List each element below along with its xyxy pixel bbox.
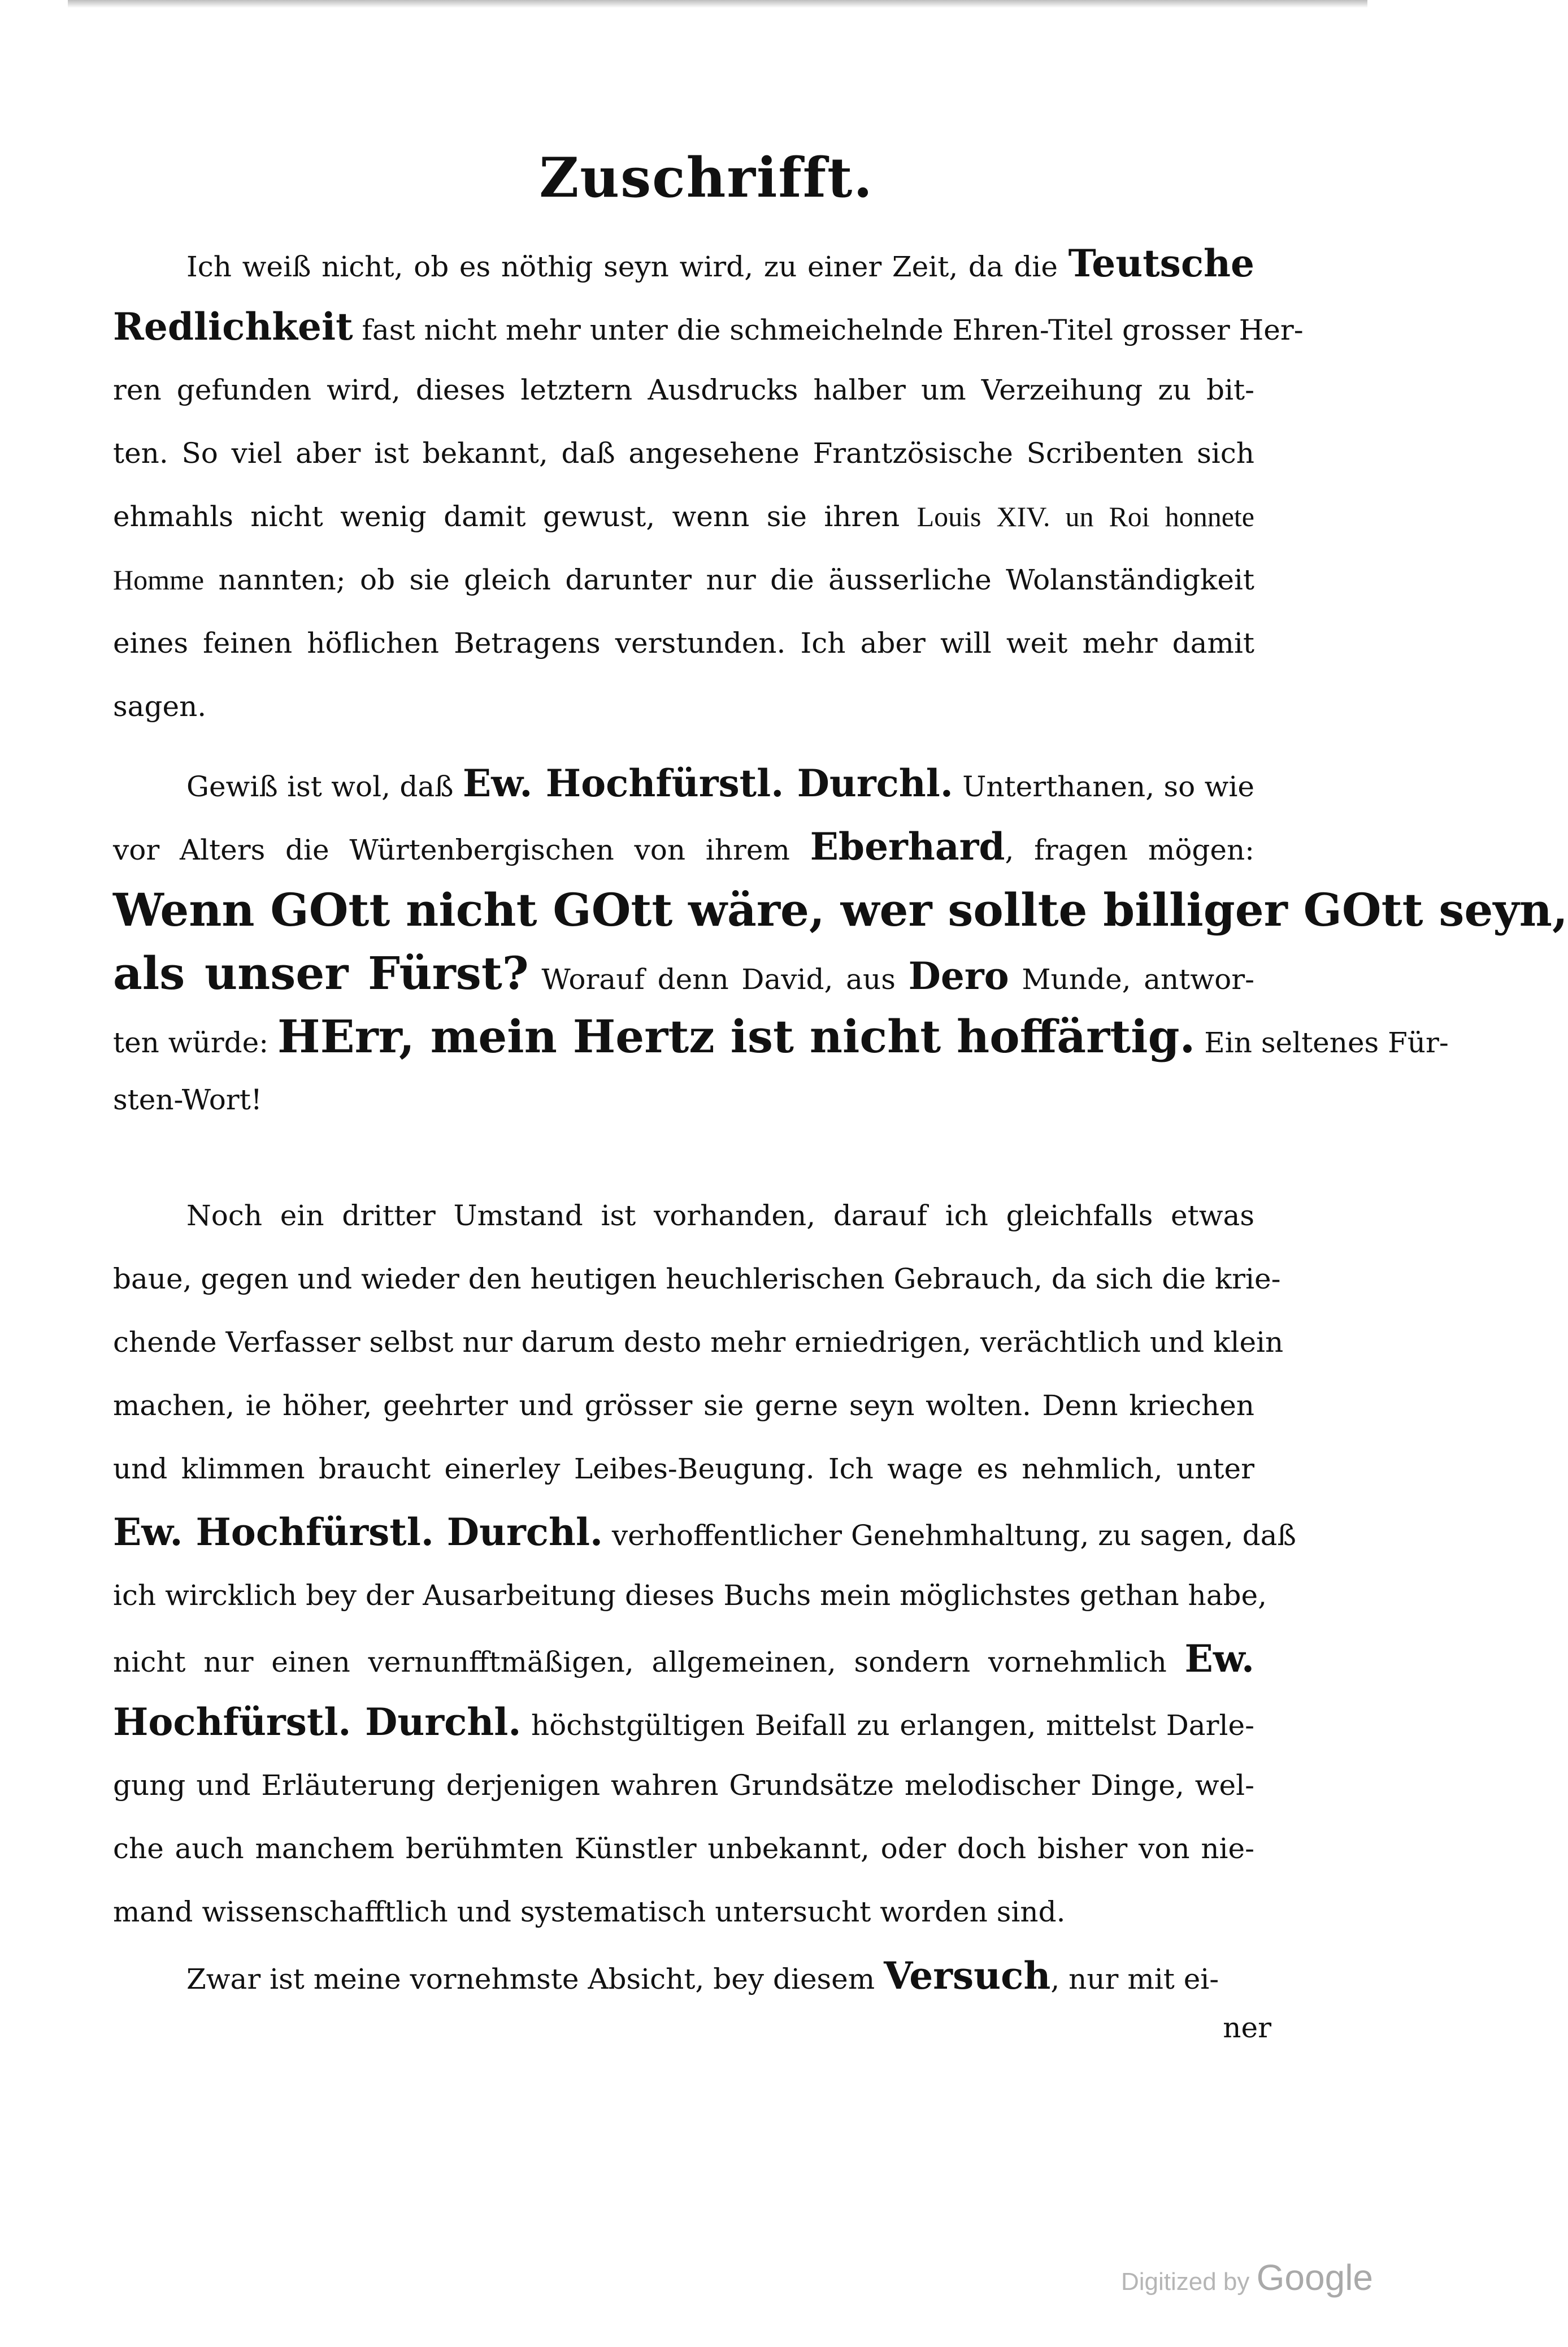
text-line (113, 485, 1254, 548)
text-segment: Gewiß ist wol, daß (186, 770, 463, 803)
text-segment: Ein seltenes Für- (1195, 1026, 1449, 1059)
emphasized-text: Eberhard (810, 825, 1005, 869)
text-segment: mand wissenschafftlich und systematisch untersucht worden sind. (113, 1895, 1066, 1928)
emphasized-text: Versuch (884, 1954, 1051, 1998)
emphasized-text: Ew. Hochfürstl. Durchl. (462, 761, 953, 805)
emphasized-text: Redlichkeit (113, 305, 353, 349)
text-segment: ten. So viel aber ist bekannt, daß angesehene Frantzösische Scribenten sich (113, 437, 1254, 470)
text-segment: und klimmen braucht einerley Leibes-Beugung. Ich wage es nehmlich, unter (113, 1452, 1254, 1485)
text-line (113, 1311, 1284, 1374)
text-line (113, 1627, 1254, 1690)
text-segment: sten-Wort! (113, 1083, 262, 1116)
text-line (113, 358, 1254, 422)
text-line (113, 1564, 1267, 1627)
paragraph-4 (113, 1944, 1254, 2007)
text-line (113, 1247, 1281, 1311)
text-line (113, 1500, 1296, 1564)
text-line (113, 295, 1304, 358)
text-segment: Worauf denn David, aus (528, 963, 909, 996)
text-segment: che auch manchem berühmten Künstler unbekannt, oder doch bisher von nie- (113, 1832, 1254, 1865)
large-emphasized-text: Wenn GOtt nicht GOtt wäre, wer sollte billiger GOtt seyn, (113, 883, 1568, 936)
text-line (113, 422, 1254, 485)
text-segment: chende Verfasser selbst nur darum desto mehr erniedrigen, verächtlich und klein (113, 1326, 1284, 1359)
text-line (113, 1374, 1254, 1437)
page-title: Zuschrifft. (539, 146, 874, 210)
text-line (113, 1184, 1254, 1247)
paragraph-2 (113, 752, 1568, 1131)
text-segment: eines feinen höflichen Betragens verstunden. Ich aber will weit mehr damit (113, 627, 1254, 660)
text-segment: ich wircklich bey der Ausarbeitung dieses Buchs mein möglichstes gethan habe, (113, 1579, 1267, 1612)
text-segment: Unterthanen, so wie (953, 770, 1254, 803)
text-segment: sagen. (113, 690, 207, 723)
text-segment: nicht nur einen vernunfftmäßigen, allgemeinen, sondern vornehmlich (113, 1646, 1185, 1678)
text-segment: Noch ein dritter Umstand ist vorhanden, darauf ich gleichfalls etwas (186, 1199, 1254, 1232)
text-segment: nannten; ob sie gleich darunter nur die äusserliche Wolanständigkeit (204, 563, 1254, 596)
text-line (113, 232, 1254, 295)
large-emphasized-text: HErr, mein Hertz ist nicht hoffärtig. (277, 1010, 1196, 1063)
paragraph-1 (113, 232, 1304, 738)
text-segment: Zwar ist meine vornehmste Absicht, bey diesem (186, 1963, 884, 1995)
catchword: ner (1223, 2011, 1271, 2044)
digitized-watermark (1120, 2257, 1373, 2299)
text-segment: verhoffentlicher Genehmhaltung, zu sagen, daß (603, 1519, 1296, 1552)
text-line (113, 1690, 1254, 1754)
text-segment: baue, gegen und wieder den heutigen heuchlerischen Gebrauch, da sich die krie- (113, 1263, 1281, 1295)
text-line (113, 675, 1254, 738)
text-line (113, 942, 1254, 1005)
watermark-prefix: Digitized by (1120, 2268, 1250, 2296)
emphasized-text: Hochfürstl. Durchl. (113, 1700, 522, 1744)
text-segment: gung und Erläuterung derjenigen wahren Grundsätze melodischer Dinge, wel- (113, 1769, 1254, 1802)
text-line (113, 548, 1254, 611)
paragraph-3 (113, 1184, 1296, 1943)
text-segment: ehmahls nicht wenig damit gewust, wenn sie ihren (113, 500, 917, 533)
text-segment: höchstgültigen Beifall zu erlangen, mittelst Darle- (521, 1709, 1254, 1742)
text-line (113, 815, 1254, 878)
page-top-edge (68, 0, 1367, 8)
large-emphasized-text: als unser Fürst? (113, 947, 529, 1000)
text-line (113, 1754, 1254, 1817)
text-segment: vor Alters die Würtenbergischen von ihrem (113, 834, 810, 866)
text-segment: fast nicht mehr unter die schmeichelnde Ehren-Titel grosser Her- (353, 314, 1304, 346)
text-segment: , nur mit ei- (1050, 1963, 1219, 1995)
text-line (113, 878, 1568, 942)
text-segment: machen, ie höher, geehrter und grösser sie gerne seyn wolten. Denn kriechen (113, 1389, 1254, 1422)
text-line (113, 752, 1254, 815)
text-line (113, 1068, 1254, 1131)
text-line (113, 1944, 1254, 2007)
text-line (113, 1437, 1254, 1500)
emphasized-text: Ew. Hochfürstl. Durchl. (113, 1510, 603, 1554)
emphasized-text: Dero (908, 954, 1009, 998)
latin-text: Homme (113, 564, 205, 596)
text-segment: Ich weiß nicht, ob es nöthig seyn wird, zu einer Zeit, da die (186, 250, 1069, 283)
text-line (113, 1817, 1254, 1880)
text-line (113, 1005, 1449, 1068)
latin-text: Louis XIV. un Roi honnete (917, 501, 1254, 532)
text-line (113, 611, 1254, 675)
text-line (113, 1880, 1254, 1943)
watermark-brand-logo: Google (1256, 2257, 1373, 2298)
emphasized-text: Ew. (1184, 1637, 1254, 1681)
text-segment: Munde, antwor- (1009, 963, 1254, 996)
emphasized-text: Teutsche (1068, 241, 1254, 285)
text-segment: ten würde: (113, 1026, 278, 1059)
text-segment: ren gefunden wird, dieses letztern Ausdrucks halber um Verzeihung zu bit- (113, 374, 1254, 406)
text-segment: , fragen mögen: (1005, 834, 1254, 866)
